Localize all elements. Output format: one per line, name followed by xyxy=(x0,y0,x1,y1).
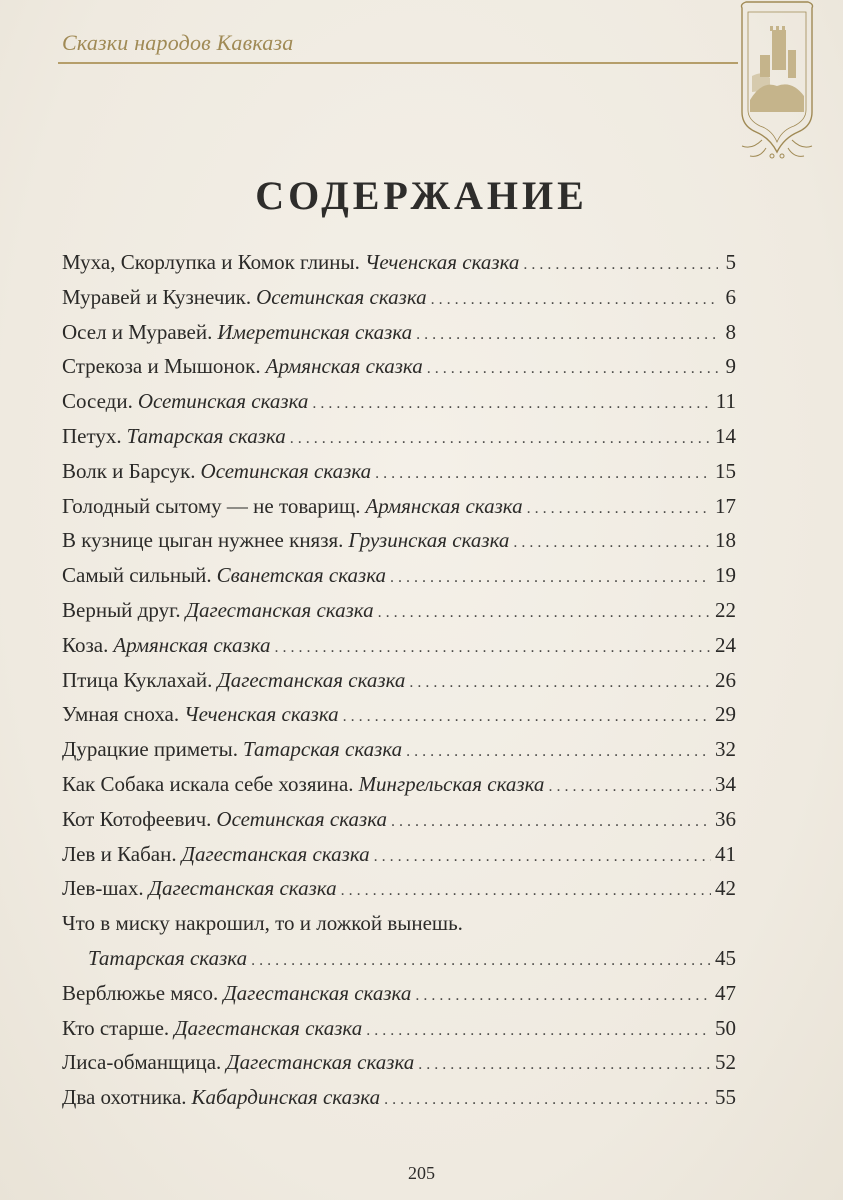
toc-entry-page-number: 29 xyxy=(715,702,736,726)
toc-entry-leader-dots xyxy=(513,534,711,552)
toc-title: СОДЕРЖАНИЕ xyxy=(255,173,588,218)
toc-entry-page-number: 52 xyxy=(715,1050,736,1074)
toc-entry-origin: Дагестанская сказка xyxy=(185,598,374,622)
toc-entry-page-number: 45 xyxy=(715,946,736,970)
toc-entry xyxy=(62,528,736,558)
toc-entry-leader-dots xyxy=(312,395,711,413)
toc-entry-title: Стрекоза и Мышонок. xyxy=(62,354,261,378)
toc-entry-title: Умная сноха. xyxy=(62,702,180,726)
toc-entry-page-number: 36 xyxy=(715,807,736,831)
toc-entry-title: Муравей и Кузнечик. xyxy=(62,285,252,309)
toc-entry-page-number: 24 xyxy=(715,633,736,657)
toc-entry-title: Верный друг. xyxy=(62,598,181,622)
toc-entry-leader-dots xyxy=(343,708,711,726)
toc-entry-origin: Татарская сказка xyxy=(88,946,248,970)
toc-entry-origin: Осетинская сказка xyxy=(216,807,388,831)
toc-entry-title: Самый сильный. xyxy=(62,563,212,587)
toc-entry xyxy=(62,563,736,593)
toc-entry-origin: Грузинская сказка xyxy=(348,528,510,552)
toc-entry-title: Как Собака искала себе хозяина. xyxy=(62,772,354,796)
toc-entry-origin: Армянская сказка xyxy=(113,633,271,657)
toc-entry-title: Птица Куклахай. xyxy=(62,668,213,692)
toc-entry-origin: Имеретинская сказка xyxy=(217,320,413,344)
toc-entry-origin: Татарская сказка xyxy=(126,424,286,448)
toc-entry-origin: Сванетская сказка xyxy=(216,563,387,587)
toc-entry-page-number: 34 xyxy=(715,772,736,796)
toc-entry-origin: Осетинская сказка xyxy=(256,285,427,309)
toc-entry-leader-dots xyxy=(290,430,711,448)
toc-entry-origin: Дагестанская сказка xyxy=(223,981,412,1005)
toc-entry xyxy=(62,772,736,802)
toc-entry-leader-dots xyxy=(418,1056,711,1074)
toc-entry xyxy=(62,459,736,489)
toc-entry xyxy=(62,354,736,384)
toc-entry-page-number: 6 xyxy=(725,285,736,309)
toc-entry-origin: Осетинская сказка xyxy=(137,389,309,413)
toc-entry-origin: Татарская сказка xyxy=(243,737,403,761)
toc-entry xyxy=(62,842,736,872)
toc-entry-origin: Дагестанская сказка xyxy=(181,842,370,866)
toc-entry xyxy=(88,946,736,976)
toc-entry-leader-dots xyxy=(366,1022,711,1040)
toc-entry-title: Соседи. xyxy=(62,389,133,413)
toc-entry-title: Лев и Кабан. xyxy=(62,842,177,866)
toc-entry-page-number: 9 xyxy=(725,354,736,378)
toc-entry-title: Волк и Барсук. xyxy=(62,459,196,483)
toc-entry xyxy=(62,876,736,906)
toc-entry-page-number: 17 xyxy=(715,494,736,518)
toc-entry xyxy=(62,250,736,280)
toc-entry-origin: Чеченская сказка xyxy=(184,702,339,726)
toc-entry-origin: Осетинская сказка xyxy=(200,459,372,483)
toc-entry-leader-dots xyxy=(527,500,711,518)
toc-entry-leader-dots xyxy=(341,882,711,900)
toc-entry-leader-dots xyxy=(375,465,711,483)
toc-entry-title: Кот Котофеевич. xyxy=(62,807,212,831)
toc-entry-title: Лиса-обманщица. xyxy=(62,1050,222,1074)
toc-entry-page-number: 22 xyxy=(715,598,736,622)
toc-entry xyxy=(62,285,736,315)
castle-vignette-icon xyxy=(722,0,832,160)
header-rule xyxy=(58,62,738,64)
toc-entry-leader-dots xyxy=(427,360,718,378)
toc-entry-leader-dots xyxy=(406,743,711,761)
toc-entry-title: В кузнице цыган нужнее князя. xyxy=(62,528,344,552)
toc-entry xyxy=(62,598,736,628)
toc-entry xyxy=(62,1050,736,1080)
toc-entry-page-number: 26 xyxy=(715,668,736,692)
toc-entry-origin: Дагестанская сказка xyxy=(148,876,337,900)
toc-entry-page-number: 47 xyxy=(715,981,736,1005)
toc-entry xyxy=(62,668,736,698)
toc-entry xyxy=(62,807,736,837)
toc-entry-title: Голодный сытому — не товарищ. xyxy=(62,494,361,518)
toc-entry-page-number: 5 xyxy=(725,250,736,274)
running-header: Сказки народов Кавказа xyxy=(62,30,294,55)
toc-entry xyxy=(62,702,736,732)
toc-entry xyxy=(62,494,736,524)
toc-entry-page-number: 41 xyxy=(715,842,736,866)
toc-entry-leader-dots xyxy=(416,326,718,344)
toc-entry-leader-dots xyxy=(374,848,711,866)
toc-entry-page-number: 42 xyxy=(715,876,736,900)
toc-entry-leader-dots xyxy=(384,1091,711,1109)
toc-entry-page-number: 8 xyxy=(725,320,736,344)
toc-entry-title: Муха, Скорлупка и Комок глины. xyxy=(62,250,360,274)
toc-entry-leader-dots xyxy=(415,987,711,1005)
toc-entry-origin: Кабардинская сказка xyxy=(191,1085,381,1109)
toc-entry-leader-dots xyxy=(251,952,711,970)
toc-entry xyxy=(62,1085,736,1115)
toc-entry-page-number: 19 xyxy=(715,563,736,587)
toc-entry-origin: Армянская сказка xyxy=(365,494,523,518)
toc-entry xyxy=(62,911,736,941)
toc-entry-leader-dots xyxy=(274,639,711,657)
toc-entry-leader-dots xyxy=(391,813,711,831)
toc-entry-title: Лев-шах. xyxy=(62,876,144,900)
toc-entry-origin: Дагестанская сказка xyxy=(226,1050,415,1074)
toc-entry xyxy=(62,981,736,1011)
page-number: 205 xyxy=(408,1163,435,1183)
toc-entry xyxy=(62,1016,736,1046)
toc-entry-title: Коза. xyxy=(62,633,109,657)
toc-entry-leader-dots xyxy=(409,674,711,692)
toc-entry-title: Верблюжье мясо. xyxy=(62,981,219,1005)
toc-entry-leader-dots xyxy=(390,569,711,587)
toc-entry xyxy=(62,633,736,663)
toc-entry-page-number: 50 xyxy=(715,1016,736,1040)
toc-entry xyxy=(62,424,736,454)
toc-entry-leader-dots xyxy=(431,291,718,309)
toc-entry-leader-dots xyxy=(548,778,711,796)
toc-entry-origin: Армянская сказка xyxy=(265,354,423,378)
toc-entry-origin: Дагестанская сказка xyxy=(174,1016,363,1040)
toc-entry xyxy=(62,320,736,350)
toc-entry-title: Кто старше. xyxy=(62,1016,170,1040)
toc-entry xyxy=(62,737,736,767)
toc-entry-title: Петух. xyxy=(62,424,122,448)
toc-entry xyxy=(62,389,736,419)
toc-entry-leader-dots xyxy=(378,604,711,622)
toc-entry-page-number: 55 xyxy=(715,1085,736,1109)
toc-entry-page-number: 18 xyxy=(715,528,736,552)
toc-entry-title: Дурацкие приметы. xyxy=(62,737,239,761)
toc-entry-page-number: 32 xyxy=(715,737,736,761)
toc-entry-page-number: 11 xyxy=(715,389,736,413)
toc-entry-origin: Чеченская сказка xyxy=(364,250,520,274)
toc-entry-origin: Мингрельская сказка xyxy=(358,772,545,796)
toc-entry-origin: Дагестанская сказка xyxy=(217,668,406,692)
toc-entry-title: Осел и Муравей. xyxy=(62,320,213,344)
toc-entry-page-number: 14 xyxy=(715,424,736,448)
toc-entry-page-number: 15 xyxy=(715,459,736,483)
toc-entry-title: Два охотника. xyxy=(62,1085,187,1109)
toc-entry-leader-dots xyxy=(523,256,718,274)
toc-entry-title: Что в миску накрошил, то и ложкой вынешь. xyxy=(62,911,463,935)
